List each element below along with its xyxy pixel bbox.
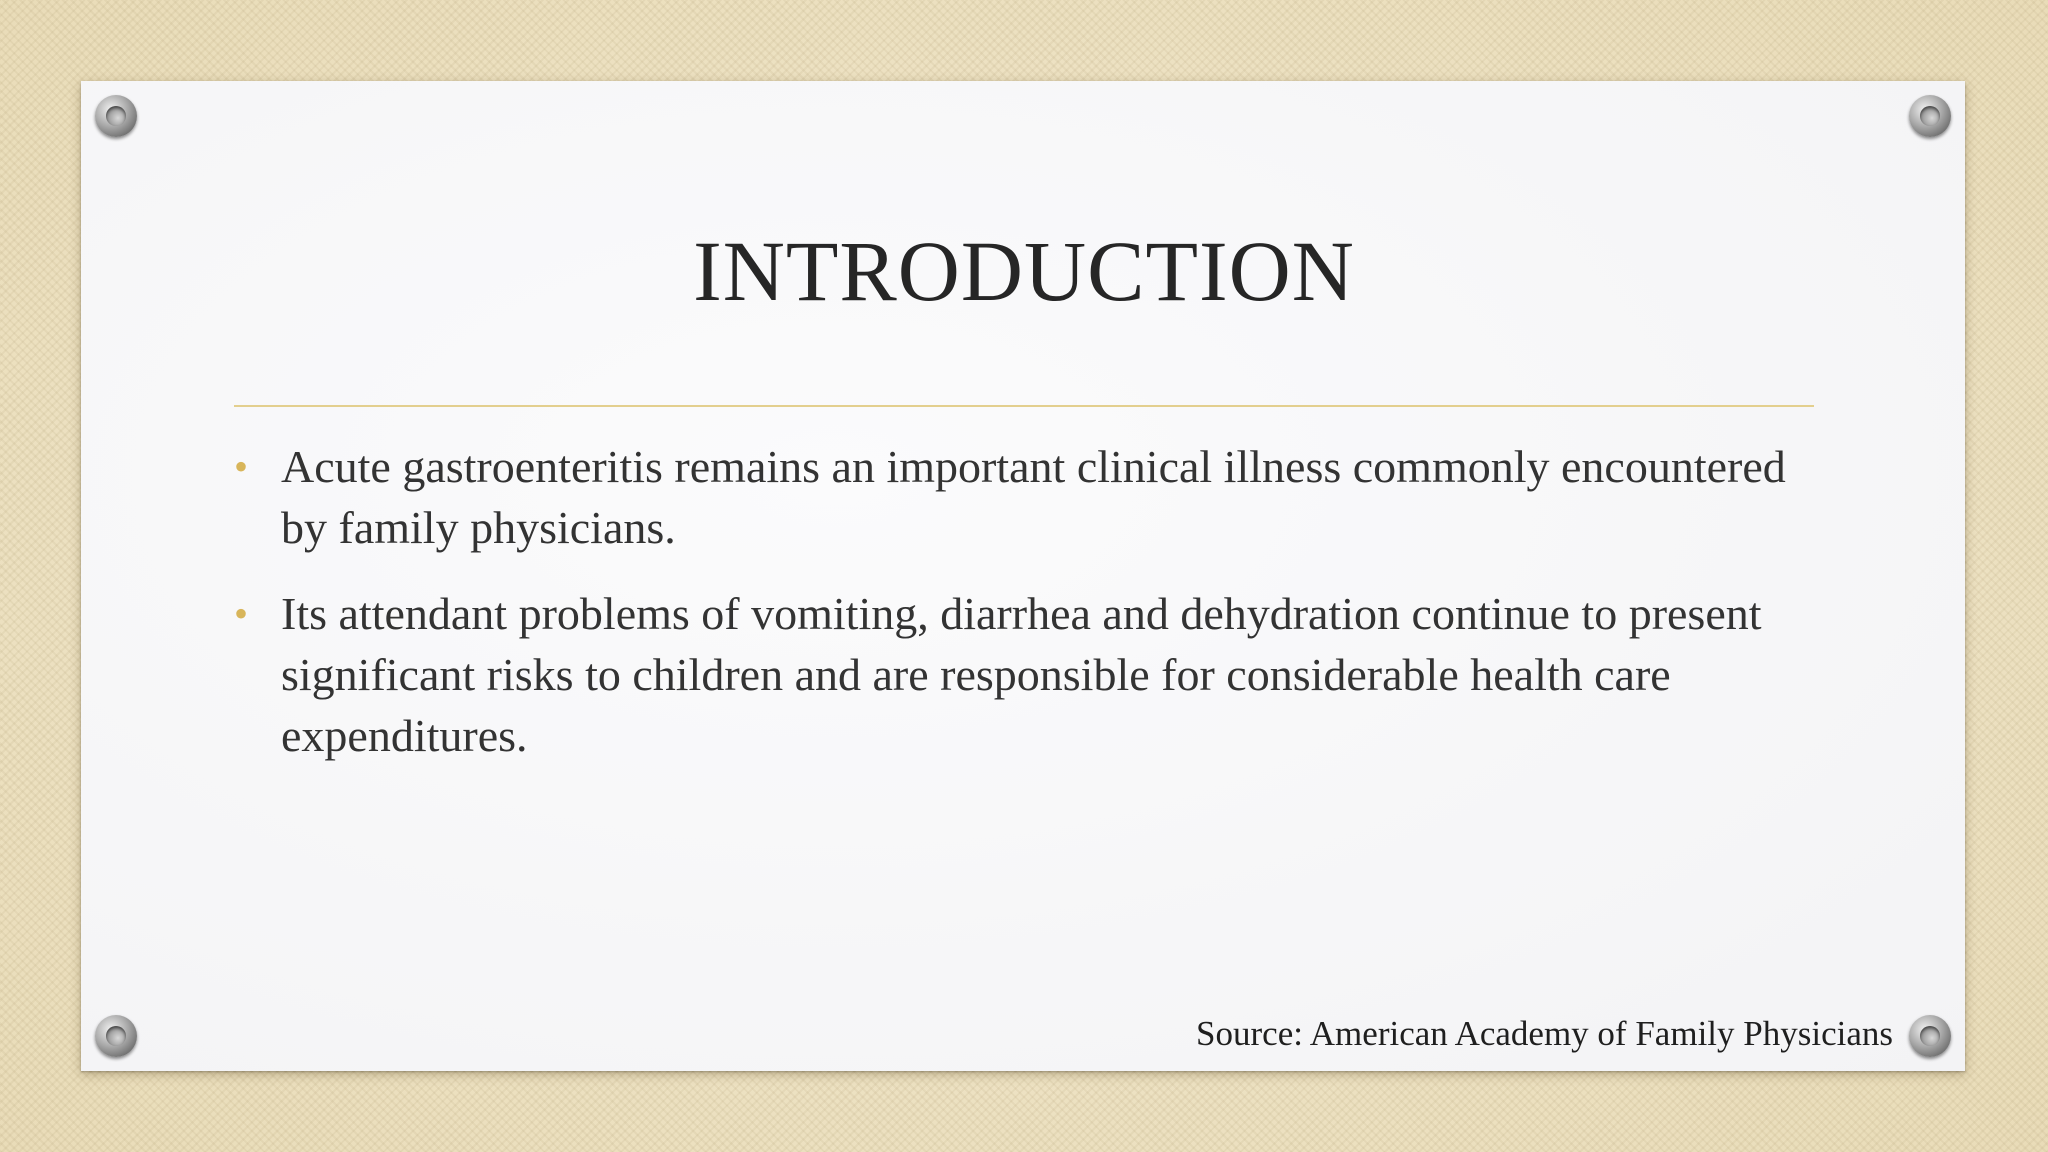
bullet-item xyxy=(234,436,1841,558)
bullet-dot-icon: • xyxy=(234,444,249,489)
grommet-icon xyxy=(95,1015,137,1057)
grommet-icon xyxy=(1909,1015,1951,1057)
grommet-icon xyxy=(1909,95,1951,137)
bullet-item xyxy=(234,583,1841,766)
bullet-text: Its attendant problems of vomiting, diarrhea and dehydration continue to present significant risks to children and are responsible for considerable health care expenditures. xyxy=(281,588,1762,761)
source-citation: Source: American Academy of Family Physicians xyxy=(1196,1014,1893,1053)
bullet-dot-icon: • xyxy=(234,591,249,636)
slide-title: INTRODUCTION xyxy=(693,223,1355,319)
bullet-text: Acute gastroenteritis remains an important clinical illness commonly encountered by family physicians. xyxy=(281,441,1786,553)
grommet-icon xyxy=(95,95,137,137)
title-divider xyxy=(234,405,1814,407)
bullet-list xyxy=(234,436,1841,791)
